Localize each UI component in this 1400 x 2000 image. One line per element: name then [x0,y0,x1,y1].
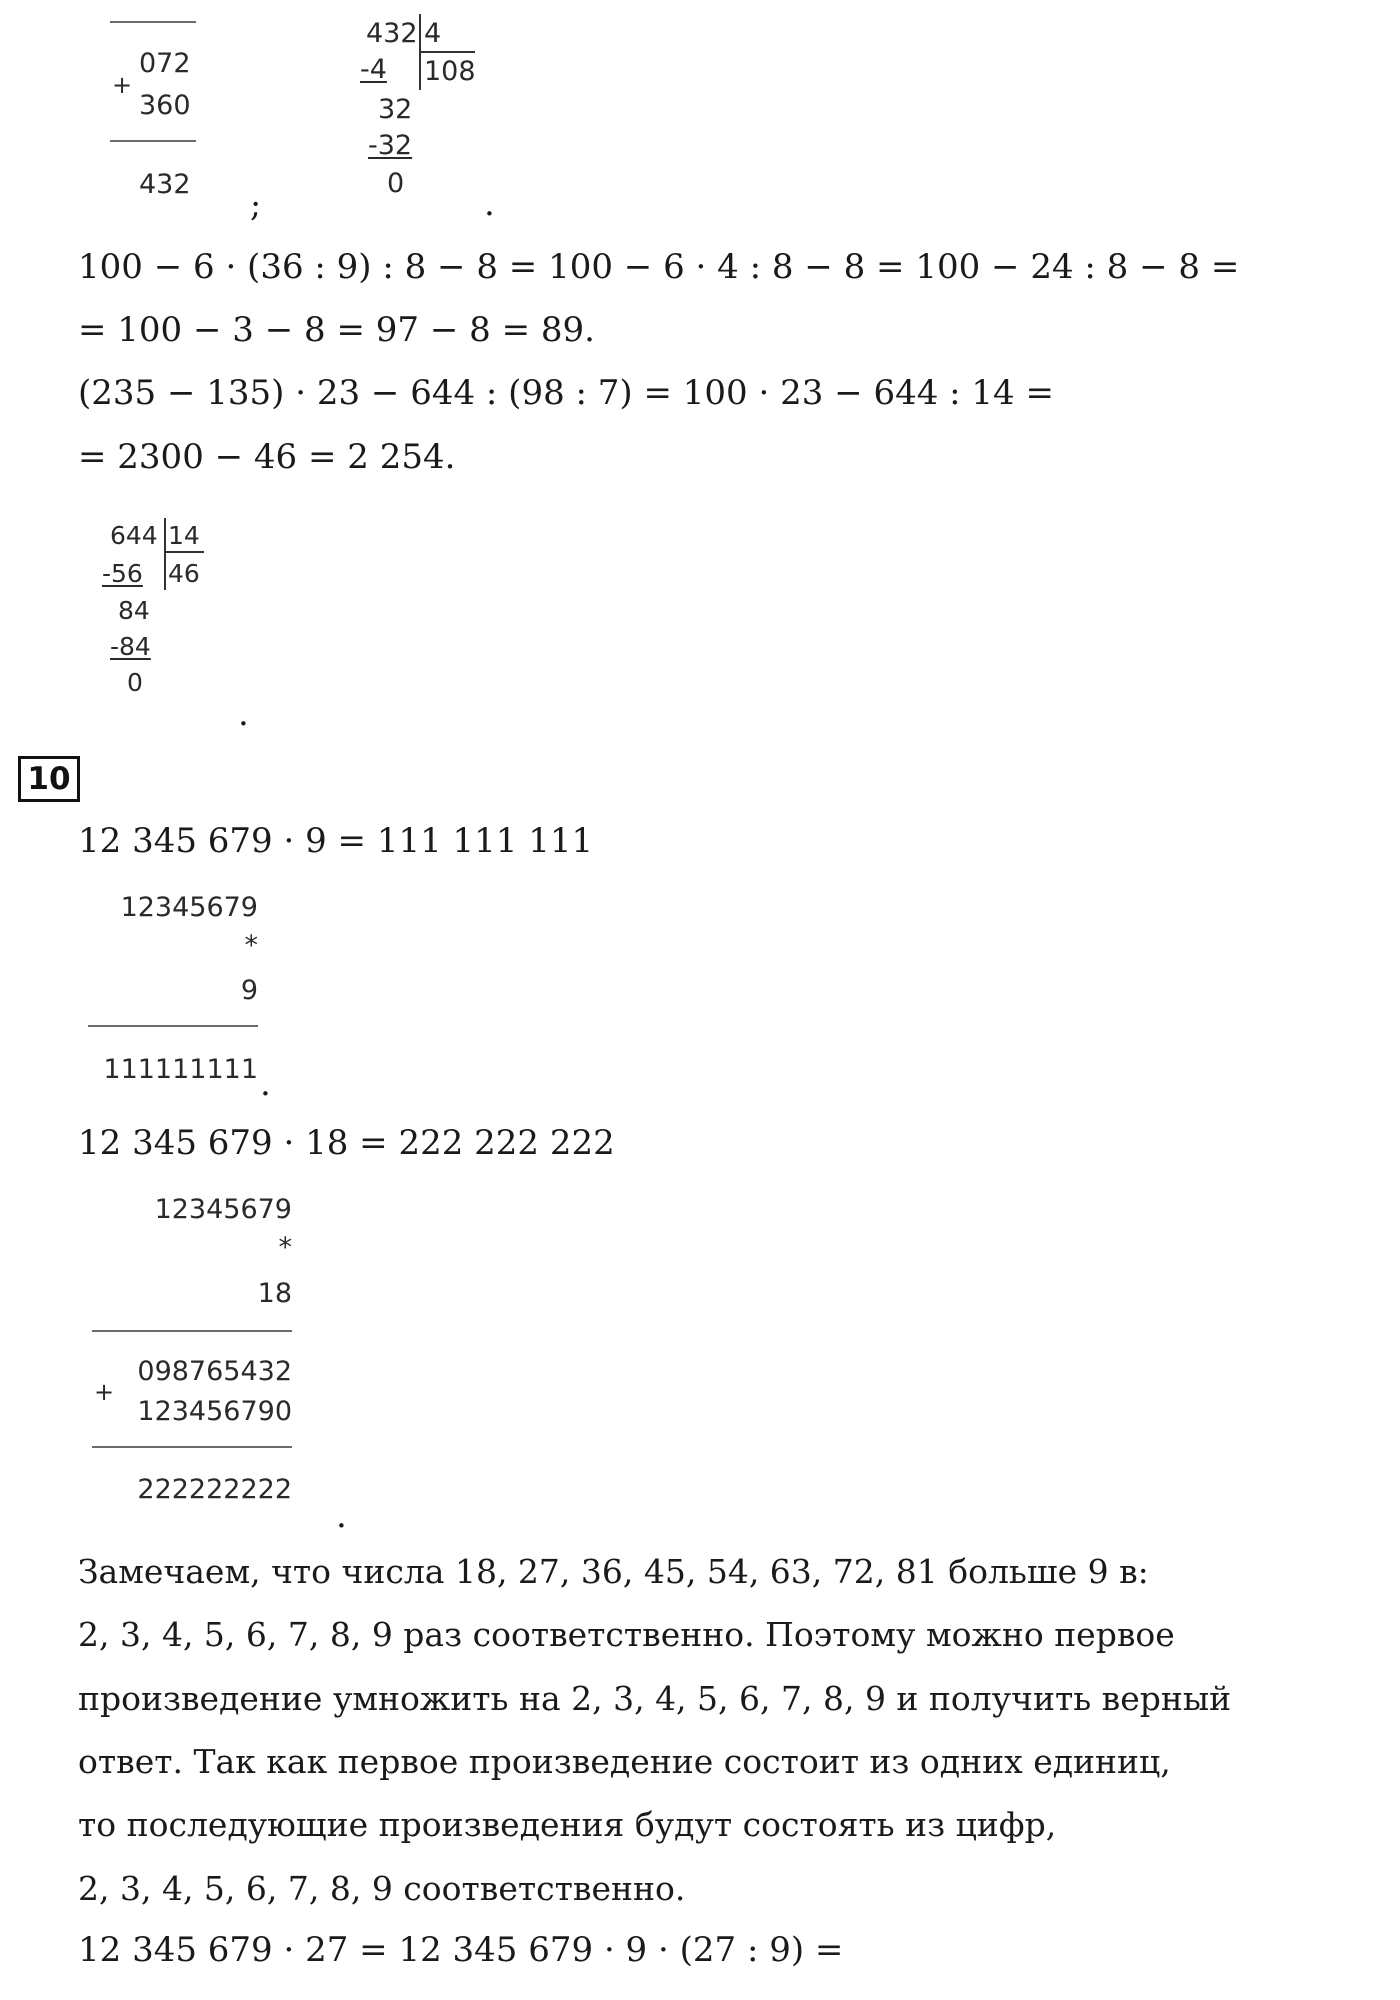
sum: 432 [139,169,191,200]
factor-1: 12345679 [120,892,258,923]
product: 111111111 [103,1054,258,1085]
paragraph-line-2: 2, 3, 4, 5, 6, 7, 8, 9 раз соответственно. Поэтому можно первое [78,1615,1175,1654]
quotient: 108 [424,56,476,87]
equation-1: 100 − 6 · (36 : 9) : 8 − 8 = 100 − 6 · 4 : 8 − 8 = 100 − 24 : 8 − 8 = [78,247,1240,287]
end-dot: . [484,184,495,224]
factor-2: 9 [240,975,258,1006]
separator-semicolon: ; [250,185,262,224]
end-dot: . [260,1064,271,1104]
last-equation: 12 345 679 · 27 = 12 345 679 · 9 · (27 : 9) = [78,1930,844,1970]
paragraph-line-4: ответ. Так как первое произведение состоит из одних единиц, [78,1742,1171,1781]
partial-product-1: 098765432 [137,1356,292,1387]
paragraph-line-6: 2, 3, 4, 5, 6, 7, 8, 9 соответственно. [78,1869,686,1908]
partial-rule [92,1330,292,1332]
divisor: 4 [424,18,442,49]
remainder-final: 0 [387,168,405,199]
paragraph-line-1: Замечаем, что числа 18, 27, 36, 45, 54, 63, 72, 81 больше 9 в: [78,1552,1149,1591]
product-rule [88,1025,258,1027]
remainder-1: 84 [118,596,150,625]
product: 222222222 [137,1474,292,1505]
divisor: 14 [168,521,200,550]
addend-1: 072 [139,48,191,79]
factor-1: 12345679 [154,1194,292,1225]
paragraph-line-5: то последующие произведения будут состоять из цифр, [78,1805,1057,1844]
equation-2: = 100 − 3 − 8 = 97 − 8 = 89. [78,310,595,350]
dividend: 432 [366,18,418,49]
equation-4: = 2300 − 46 = 2 254. [78,437,456,477]
paragraph-line-3: произведение умножить на 2, 3, 4, 5, 6, 7, 8, 9 и получить верный [78,1679,1232,1718]
task-number-box: 10 [18,756,80,802]
top-rule [110,21,196,23]
division-bar [164,518,166,590]
sum-rule [110,140,196,142]
product-rule [92,1446,292,1448]
subtract-2: -32 [368,130,413,161]
addend-2: 360 [139,90,191,121]
plus-sign: + [94,1378,115,1406]
remainder-final: 0 [127,668,143,697]
multiply-sign: * [244,930,258,961]
equation-3: (235 − 135) · 23 − 644 : (98 : 7) = 100 · 23 − 644 : 14 = [78,373,1054,413]
mul2-equation: 12 345 679 · 18 = 222 222 222 [78,1123,615,1163]
subtract-2: -84 [110,632,151,661]
mul1-equation: 12 345 679 · 9 = 111 111 111 [78,821,594,861]
plus-sign: + [112,71,133,99]
end-dot: . [238,694,249,734]
subtract-1: -4 [360,54,387,85]
quotient: 46 [168,559,200,588]
partial-product-2: 123456790 [137,1396,292,1427]
dividend: 644 [110,521,158,550]
quotient-bar [164,551,204,553]
quotient-bar [419,51,475,53]
remainder-1: 32 [378,94,413,125]
factor-2: 18 [257,1278,292,1309]
subtract-1: -56 [102,559,143,588]
multiply-sign: * [278,1232,292,1263]
end-dot: . [336,1496,347,1536]
